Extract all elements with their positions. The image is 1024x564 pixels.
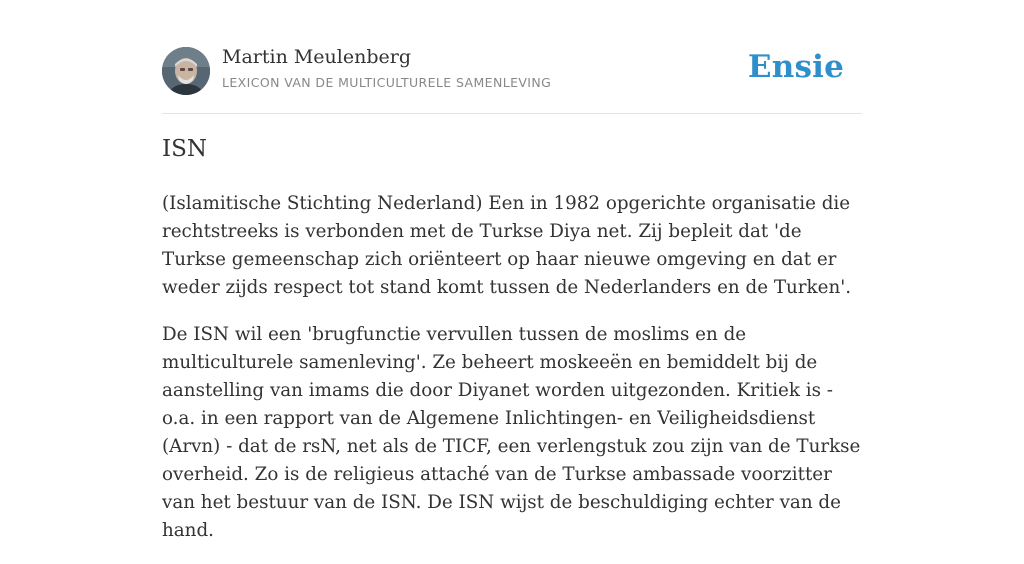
article-paragraph: (Islamitische Stichting Nederland) Een in 1982 opgerichte organisatie die rechtstreeks is verbonden met de Turkse Diya net. Zij bepleit dat 'de Turkse gemeenschap zich oriënteert op haar nieuwe omgeving en dat er weder zijds respect tot stand komt tussen de Nederlanders en de Turken'. xyxy=(162,193,852,298)
header-divider xyxy=(162,113,862,114)
avatar[interactable] xyxy=(162,47,210,95)
page xyxy=(162,0,862,541)
author-name[interactable]: Martin Meulenberg xyxy=(222,46,411,68)
article-body xyxy=(162,190,862,564)
publication-name[interactable]: LEXICON VAN DE MULTICULTURELE SAMENLEVING xyxy=(222,75,552,90)
brand-logo[interactable]: Ensie xyxy=(747,49,844,85)
page-title: ISN xyxy=(162,136,207,162)
article-paragraph: De ISN wil een 'brugfunctie vervullen tussen de moslims en de multiculturele samenleving'. Ze beheert moskeeën en bemiddelt bij de aanstelling van imams die door Diyanet worden uitgezonden. Kritiek is - o.a. in een rapport van de Algemene Inlichtingen- en Veiligheidsdienst (Arvn) - dat de rsN, net als de TICF, een verlengstuk zou zijn van de Turkse overheid. Zo is de religieus attaché van de Turkse ambassade voorzitter van het bestuur van de ISN. De ISN wijst de beschuldiging echter van de hand. xyxy=(162,324,861,541)
author-photo-icon xyxy=(162,47,210,95)
article-header xyxy=(162,46,862,98)
